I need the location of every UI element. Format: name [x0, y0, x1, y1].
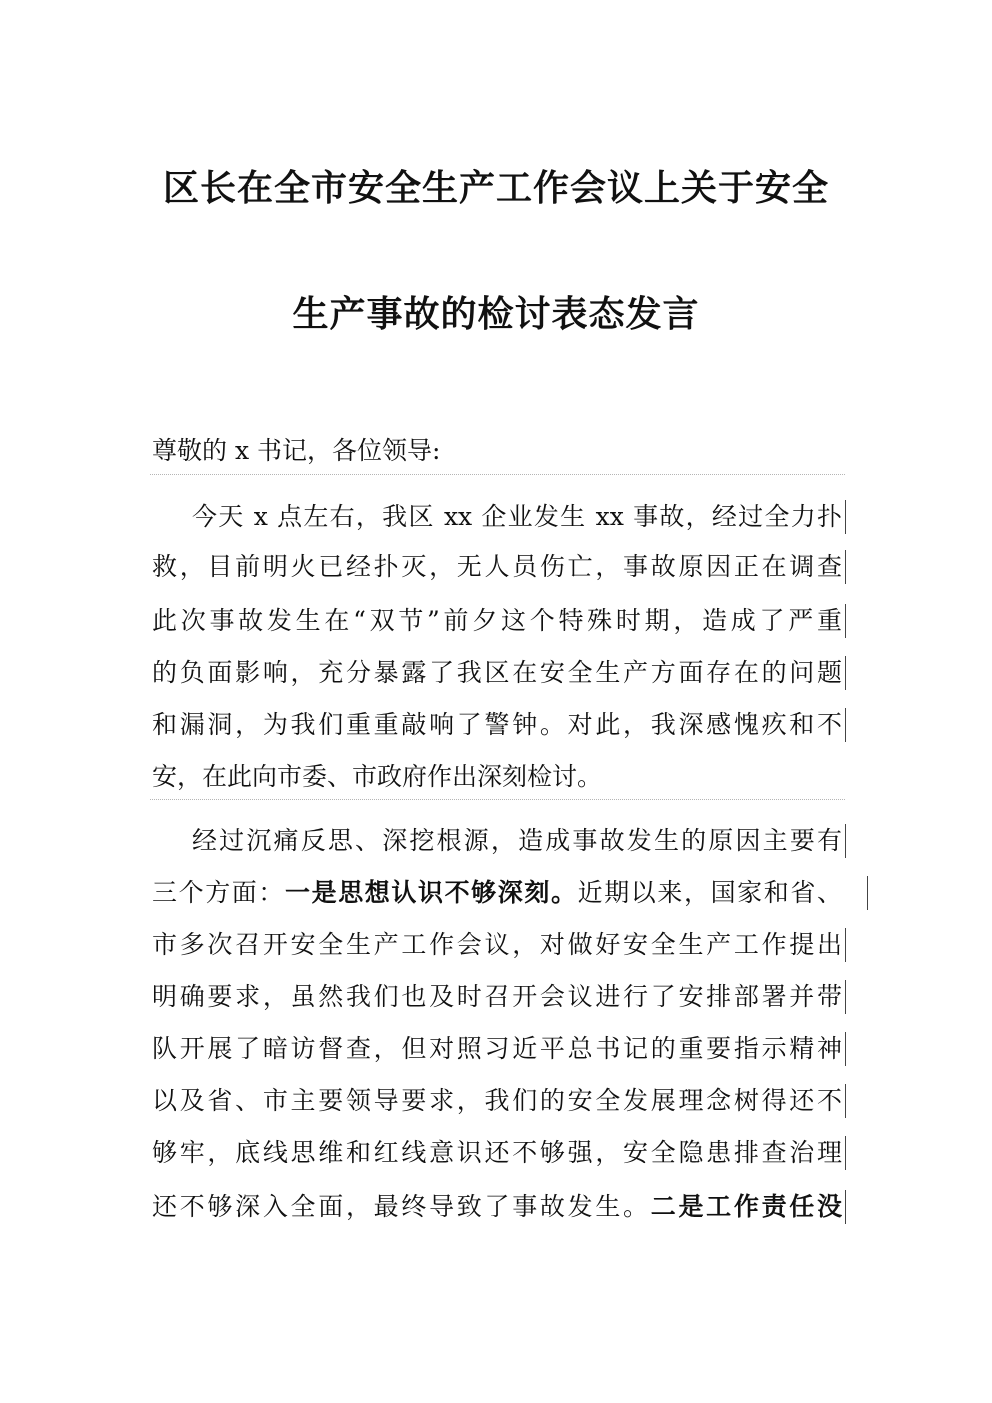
margin-line-mark: [845, 824, 846, 858]
margin-line-mark: [845, 1136, 846, 1170]
paragraph-1-line: 的负面影响，充分暴露了我区在安全生产方面存在的问题: [152, 658, 842, 687]
margin-line-mark: [845, 604, 846, 638]
margin-line-mark: [845, 1084, 846, 1118]
margin-line-mark: [845, 980, 846, 1014]
paragraph-2-line: 够牢，底线思维和红线意识还不够强，安全隐患排查治理: [152, 1138, 842, 1167]
paragraph-2-bold-heading: 一是思想认识不够深刻。: [285, 878, 578, 907]
paragraph-1-line: 安，在此向市委、市政府作出深刻检讨。: [152, 762, 603, 791]
document-title-line-1: 区长在全市安全生产工作会议上关于安全: [162, 167, 829, 209]
margin-line-mark: [845, 656, 846, 690]
paragraph-2-line: 明确要求，虽然我们也及时召开会议进行了安排部署并带: [152, 982, 842, 1011]
paragraph-1-line: 今天 x 点左右，我区 xx 企业发生 xx 事故，经过全力扑: [192, 502, 842, 531]
margin-line-mark: [845, 550, 846, 584]
paragraph-divider-bottom: [150, 799, 845, 800]
paragraph-1-line: 救，目前明火已经扑灭，无人员伤亡，事故原因正在调查: [152, 552, 842, 581]
paragraph-2-text: 三个方面：: [152, 878, 285, 907]
paragraph-2-text: 还不够深入全面，最终导致了事故发生。: [152, 1192, 651, 1221]
paragraph-2-line: 以及省、市主要领导要求，我们的安全发展理念树得还不: [152, 1086, 842, 1115]
salutation: 尊敬的 x 书记，各位领导:: [152, 436, 441, 465]
margin-line-mark: [845, 1190, 846, 1224]
margin-line-mark: [845, 928, 846, 962]
paragraph-1-line: 和漏洞，为我们重重敲响了警钟。对此，我深感愧疚和不: [152, 710, 842, 739]
paragraph-2-line: 经过沉痛反思、深挖根源，造成事故发生的原因主要有: [192, 826, 842, 855]
margin-line-mark: [845, 1032, 846, 1066]
document-title-line-2: 生产事故的检讨表态发言: [292, 293, 700, 335]
paragraph-2-line: [152, 876, 842, 910]
margin-line-mark: [845, 500, 846, 534]
paragraph-2-line: 队开展了暗访督查，但对照习近平总书记的重要指示精神: [152, 1034, 842, 1063]
paragraph-2-line: [152, 1190, 842, 1224]
paragraph-2-text: 近期以来，国家和省、: [577, 878, 842, 907]
paragraph-1-line: 此次事故发生在“双节”前夕这个特殊时期，造成了严重: [152, 606, 842, 635]
margin-line-mark: [867, 876, 868, 910]
margin-line-mark: [845, 708, 846, 742]
paragraph-2-line: 市多次召开安全生产工作会议，对做好安全生产工作提出: [152, 930, 842, 959]
paragraph-2-bold-heading: 二是工作责任没: [650, 1192, 842, 1221]
paragraph-divider-top: [150, 474, 845, 475]
